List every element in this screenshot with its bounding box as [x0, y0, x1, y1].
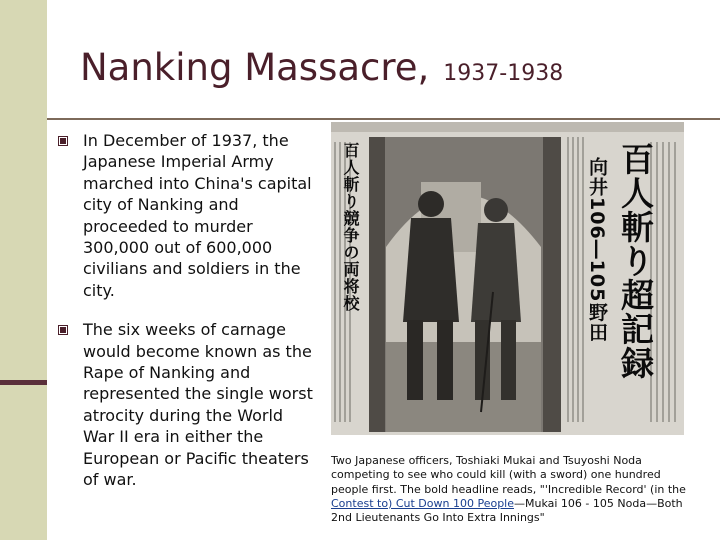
title-main: Nanking Massacre, — [80, 46, 430, 89]
bullet-item — [58, 319, 316, 490]
newspaper-clipping — [331, 122, 684, 435]
side-band — [0, 0, 47, 540]
bullet-item — [58, 130, 316, 301]
square-bullet-icon — [58, 136, 68, 146]
side-band-notch — [0, 380, 47, 385]
caption-link[interactable]: Contest to) Cut Down 100 People — [331, 496, 514, 510]
main-headline: 百人斬り超記録 — [616, 142, 655, 380]
side-headline: 百人斬り競争の両将校 — [341, 142, 360, 312]
title-years: 1937-1938 — [443, 61, 564, 86]
bullet-text: The six weeks of carnage would become known as the Rape of Nanking and represented the single worst atrocity during the World War II era in either the European or Pacific theaters of war. — [83, 320, 313, 490]
photo-caption — [331, 454, 701, 525]
bullet-list — [58, 130, 316, 509]
square-bullet-icon — [58, 325, 68, 335]
slide-title — [80, 46, 563, 89]
title-rule — [47, 118, 720, 120]
names-headline: 向井106―105野田 — [586, 157, 608, 343]
bullet-text: In December of 1937, the Japanese Imperial Army marched into China's capital city of Nanking and proceeded to murder 300,000 out of 600,000 civilians and soldiers in the city. — [83, 131, 312, 300]
caption-text: Two Japanese officers, Toshiaki Mukai and Tsuyoshi Noda competing to see who could kill (with a sword) one hundred people first. The bold headline reads, "'Incredible Record' (in the — [331, 454, 686, 496]
caption-text-end: —Mukai 106 - 105 Noda—Both 2nd Lieutenants Go Into Extra Innings" — [331, 496, 683, 525]
